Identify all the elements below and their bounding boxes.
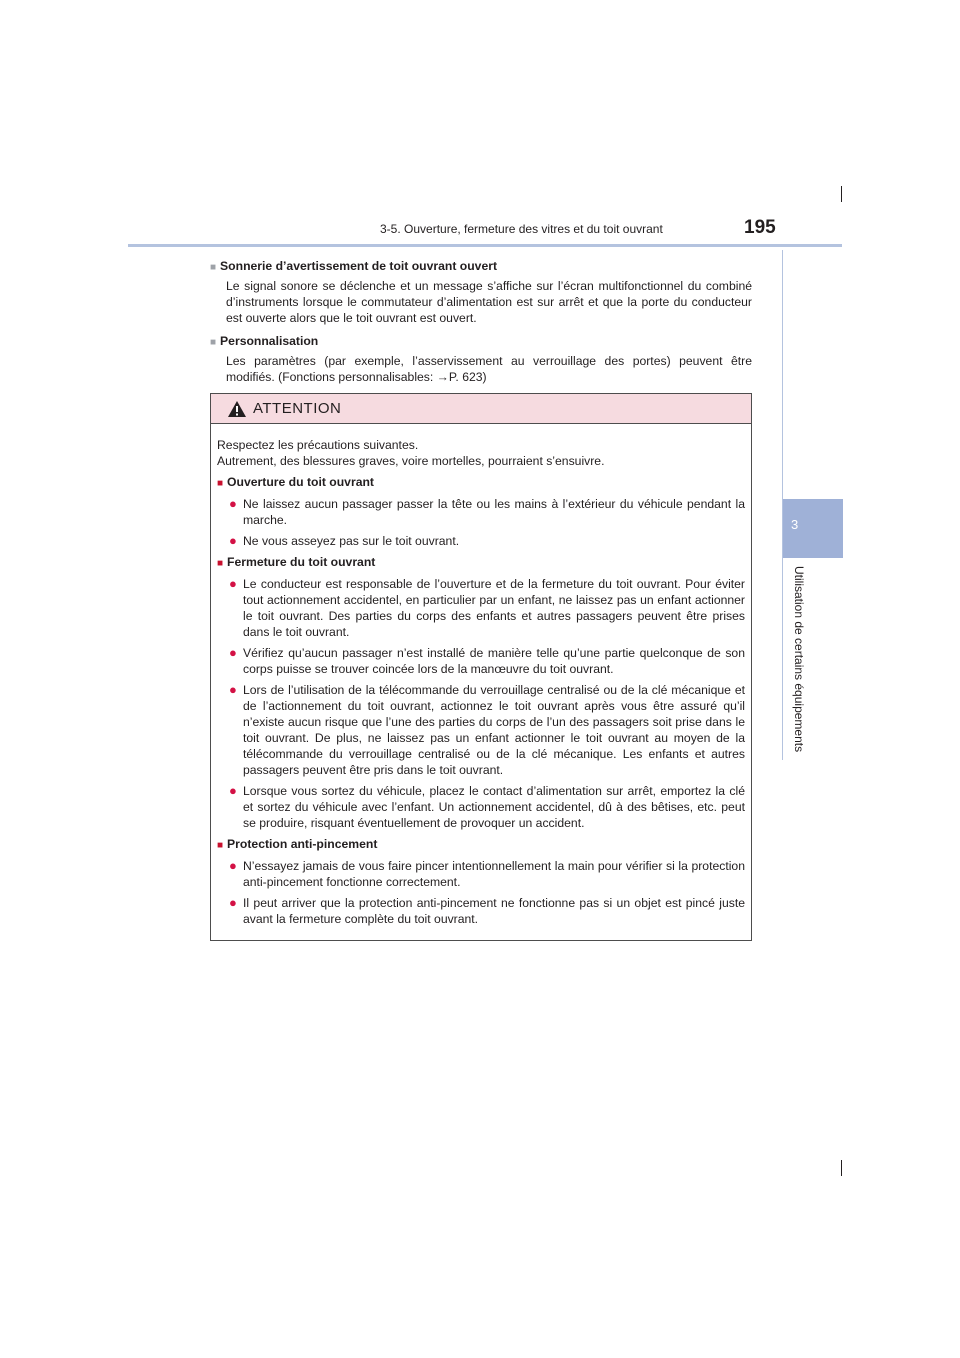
bullet-dot-icon: ● bbox=[229, 895, 237, 910]
bullet-dot-icon: ● bbox=[229, 858, 237, 873]
square-bullet-icon: ■ bbox=[217, 840, 224, 851]
attention-bullet: ● Ne vous asseyez pas sur le toit ouvrant. bbox=[229, 533, 460, 548]
bullet-dot-icon: ● bbox=[229, 783, 237, 798]
attention-bullet: ● N’essayez jamais de vous faire pincer intentionnellement la main pour vérifier si la protection anti-pincement fonctionne correctement. bbox=[229, 858, 745, 889]
bullet-dot-icon: ● bbox=[229, 496, 237, 511]
section-title: ■ Personnalisation bbox=[210, 334, 319, 348]
chapter-tab bbox=[783, 499, 843, 558]
attention-subtitle: ■ Ouverture du toit ouvrant bbox=[217, 475, 374, 489]
attention-bullet: ● Il peut arriver que la protection anti-pincement ne fonctionne pas si un objet est pincé juste avant la fermeture complète du toit ouvrant. bbox=[229, 895, 745, 926]
attention-subtitle: ■ Protection anti-pincement bbox=[217, 837, 378, 851]
section-paragraph: Le signal sonore se déclenche et un message s’affiche sur l’écran multifonctionnel du combiné d’instruments lorsque le commutateur d’alimentation est sur arrêt et que la porte du conducteur est ouverte alors que le toit ouvrant est ouvert. bbox=[226, 279, 752, 325]
square-bullet-icon: ■ bbox=[217, 558, 224, 569]
attention-bullet: ● Ne laissez aucun passager passer la tête ou les mains à l’extérieur du véhicule pendant la marche. bbox=[229, 496, 745, 527]
warning-triangle-icon bbox=[227, 400, 247, 418]
attention-subtitle: ■ Fermeture du toit ouvrant bbox=[217, 555, 376, 569]
header-rule bbox=[128, 244, 842, 247]
section-header: 3-5. Ouverture, fermeture des vitres et du toit ouvrant bbox=[380, 222, 663, 236]
square-bullet-icon: ■ bbox=[217, 478, 224, 489]
main-content bbox=[210, 254, 752, 385]
bullet-dot-icon: ● bbox=[229, 645, 237, 660]
attention-header bbox=[211, 394, 751, 424]
square-bullet-icon: ■ bbox=[210, 337, 217, 348]
chapter-title: Utilisation de certains équipements bbox=[792, 566, 806, 753]
attention-bullet: ● Lorsque vous sortez du véhicule, placez le contact d’alimentation sur arrêt, emportez la clé et sortez du véhicule avec l’enfant. Un actionnement accidentel, dû à des bêtises, etc. peut se produire, risquant éventuellement de provoquer un accident. bbox=[229, 783, 745, 830]
attention-body bbox=[211, 424, 751, 927]
crop-mark-bottom bbox=[841, 1160, 842, 1176]
section-paragraph: Les paramètres (par exemple, l’asservissement au verrouillage des portes) peuvent être modifiés. (Fonctions personnalisables: →P. 623) bbox=[226, 354, 752, 384]
attention-bullet: ● Lors de l’utilisation de la télécommande du verrouillage centralisé ou de la clé mécanique et de l’actionnement du toit ouvrant, actionnez le toit ouvrant après vous être assuré qu’il n’existe aucun risque que l’une des parties du corps de l’un des passagers soit prise dans le toit ouvrant. De plus, ne laissez pas un enfant actionner le toit ouvrant au moyen de la télécommande du verrouillage centralisé ou de la clé mécanique. Les enfants et autres passagers peuvent être pris dans le toit ouvrant. bbox=[229, 682, 745, 777]
crop-mark-top bbox=[841, 186, 842, 202]
attention-bullet: ● Vérifiez qu’aucun passager n’est installé de manière telle qu’une partie quelconque de son corps puisse se trouver coincée lors de la manœuvre du toit ouvrant. bbox=[229, 645, 745, 676]
bullet-dot-icon: ● bbox=[229, 682, 237, 697]
attention-box bbox=[210, 393, 752, 941]
page-number: 195 bbox=[744, 217, 776, 238]
bullet-dot-icon: ● bbox=[229, 533, 237, 548]
section-title: ■ Sonnerie d’avertissement de toit ouvrant ouvert bbox=[210, 259, 498, 273]
attention-intro: Respectez les précautions suivantes. Autrement, des blessures graves, voire mortelles, pourraient s’ensuivre. bbox=[217, 438, 605, 468]
bullet-dot-icon: ● bbox=[229, 576, 237, 591]
attention-title: ATTENTION bbox=[253, 400, 342, 417]
attention-bullet: ● Le conducteur est responsable de l’ouverture et de la fermeture du toit ouvrant. Pour éviter tout actionnement accidentel, en particulier par un enfant, ne laissez pas un enfant actionner le toit ouvrant. Des parties du corps des enfants et autres passagers peuvent être prises dans le toit ouvrant. bbox=[229, 576, 745, 639]
chapter-number: 3 bbox=[791, 517, 799, 532]
square-bullet-icon: ■ bbox=[210, 262, 217, 273]
